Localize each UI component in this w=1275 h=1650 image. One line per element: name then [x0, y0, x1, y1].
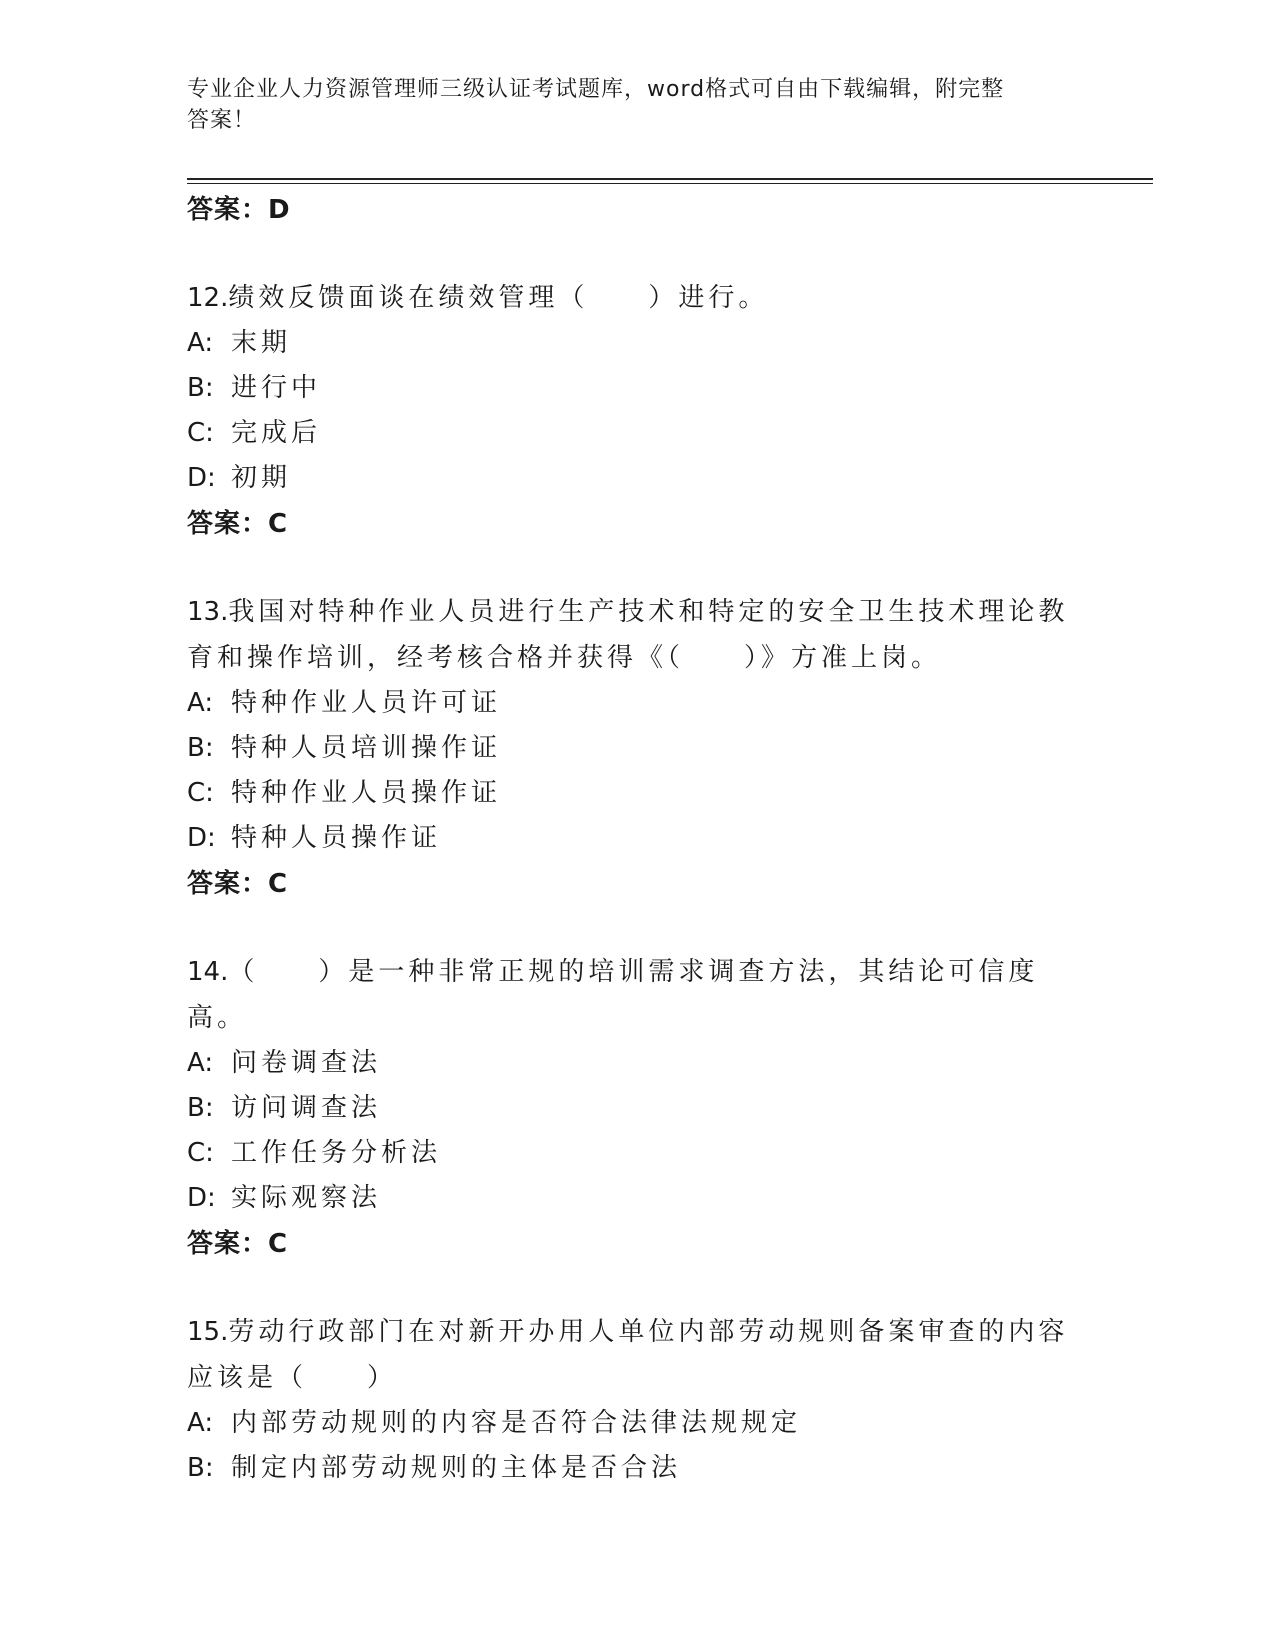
header-rule-thick: [187, 178, 1153, 180]
option-text: 内部劳动规则的内容是否符合法律法规规定: [231, 1408, 802, 1438]
option-a: [187, 321, 1087, 366]
option-letter: C:: [187, 778, 214, 808]
option-text: 访问调查法: [231, 1093, 382, 1123]
option-text: 末期: [231, 328, 292, 358]
question-stem: [187, 1309, 1087, 1401]
option-b: [187, 1446, 1087, 1491]
option-letter: B:: [187, 1453, 214, 1483]
option-b: [187, 726, 1087, 771]
option-c: [187, 411, 1087, 456]
option-letter: B:: [187, 1093, 214, 1123]
question-15: [187, 1309, 1087, 1491]
question-text: 我国对特种作业人员进行生产技术和特定的安全卫生技术理论教育和操作培训，经考核合格并获得《（ ）》方准上岗。: [187, 597, 1069, 673]
option-c: [187, 1131, 1087, 1176]
question-12: [187, 275, 1087, 547]
question-list: [187, 187, 1087, 1491]
question-stem: [187, 949, 1087, 1041]
answer-line: 答案：C: [187, 869, 289, 899]
option-a: [187, 1401, 1087, 1446]
question-13: [187, 589, 1087, 907]
question-number: 15.: [187, 1317, 229, 1347]
option-b: [187, 366, 1087, 411]
option-letter: D:: [187, 463, 216, 493]
option-letter: C:: [187, 1138, 214, 1168]
option-text: 特种作业人员许可证: [231, 688, 502, 718]
question-text: （ ）是一种非常正规的培训需求调查方法，其结论可信度高。: [187, 957, 1039, 1033]
option-text: 工作任务分析法: [231, 1138, 442, 1168]
question-text: 劳动行政部门在对新开办用人单位内部劳动规则备案审查的内容应该是（ ）: [187, 1317, 1069, 1393]
option-text: 问卷调查法: [231, 1048, 382, 1078]
answer-line: 答案：D: [187, 195, 291, 225]
option-text: 初期: [231, 463, 292, 493]
option-c: [187, 771, 1087, 816]
option-text: 特种作业人员操作证: [231, 778, 502, 808]
option-letter: A:: [187, 1408, 214, 1438]
option-letter: C:: [187, 418, 214, 448]
question-number: 14.: [187, 957, 229, 987]
option-text: 完成后: [231, 418, 322, 448]
question-stem: [187, 589, 1087, 681]
header-line-1: 专业企业人力资源管理师三级认证考试题库，word格式可自由下载编辑，附完整: [187, 77, 1005, 102]
option-letter: D:: [187, 823, 216, 853]
option-text: 进行中: [231, 373, 322, 403]
header-line-2: 答案！: [187, 108, 257, 133]
option-d: [187, 816, 1087, 861]
option-b: [187, 1086, 1087, 1131]
answer-line: 答案：C: [187, 509, 289, 539]
option-letter: A:: [187, 1048, 214, 1078]
option-text: 特种人员操作证: [231, 823, 442, 853]
option-letter: D:: [187, 1183, 216, 1213]
option-d: [187, 1176, 1087, 1221]
option-letter: A:: [187, 328, 214, 358]
question-number: 12.: [187, 283, 229, 313]
option-letter: A:: [187, 688, 214, 718]
option-letter: B:: [187, 373, 214, 403]
answer-line: 答案：C: [187, 1229, 289, 1259]
option-text: 实际观察法: [231, 1183, 382, 1213]
option-a: [187, 1041, 1087, 1086]
option-d: [187, 456, 1087, 501]
option-text: 特种人员培训操作证: [231, 733, 502, 763]
header-rule-thin: [187, 183, 1153, 184]
option-letter: B:: [187, 733, 214, 763]
option-a: [187, 681, 1087, 726]
question-stem: [187, 275, 1087, 321]
option-text: 制定内部劳动规则的主体是否合法: [231, 1453, 682, 1483]
document-header: [187, 74, 1067, 136]
question-text: 绩效反馈面谈在绩效管理（ ）进行。: [228, 283, 769, 313]
question-14: [187, 949, 1087, 1267]
question-number: 13.: [187, 597, 229, 627]
